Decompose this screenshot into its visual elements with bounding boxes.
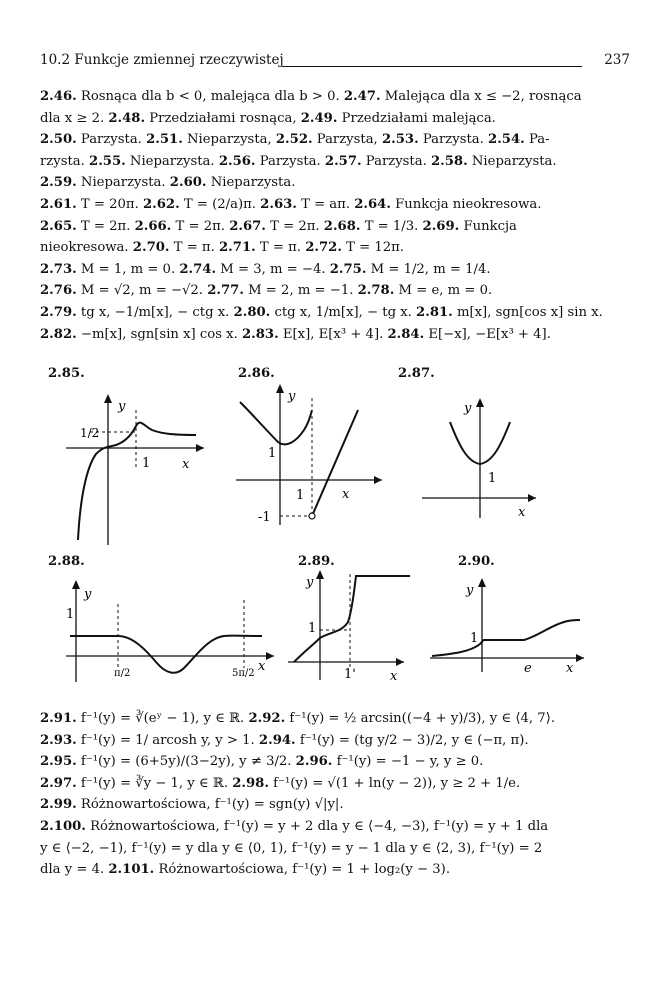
x-label: x bbox=[182, 457, 190, 472]
problem-number: 2.68. bbox=[323, 218, 361, 234]
problem-number: 2.84. bbox=[387, 326, 425, 342]
answer-line: 2.99. Różnowartościowa, f⁻¹(y) = sgn(y) √|y|. bbox=[40, 797, 344, 813]
y-axis-arrow bbox=[276, 384, 284, 393]
problem-number: 2.64. bbox=[354, 196, 391, 212]
answers-block-bottom bbox=[40, 708, 630, 881]
problem-number: 2.93. bbox=[40, 732, 77, 748]
answer-line: 2.50. Parzysta. 2.51. Nieparzysta, 2.52. Parzysta, 2.53. Parzysta. 2.54. Pa- bbox=[40, 132, 550, 148]
caption-2-88: 2.88. bbox=[48, 554, 85, 569]
problem-number: 2.59. bbox=[40, 175, 77, 191]
y-axis-arrow bbox=[104, 394, 112, 403]
problem-number: 2.81. bbox=[416, 304, 453, 320]
problem-number: 2.60. bbox=[169, 175, 207, 191]
answer-line: 2.97. f⁻¹(y) = ∛y − 1, y ∈ ℝ. 2.98. f⁻¹(y) = √(1 + ln(y − 2)), y ≥ 2 + 1/e. bbox=[40, 775, 521, 791]
problem-number: 2.79. bbox=[40, 304, 77, 320]
one-label: 1 bbox=[308, 621, 317, 636]
y-axis-arrow bbox=[316, 570, 324, 579]
function-curve bbox=[78, 423, 196, 540]
figure-2-87 bbox=[418, 392, 542, 522]
figure-2-88 bbox=[62, 576, 278, 686]
answer-line: dla x ≥ 2. 2.48. Przedziałami rosnąca, 2.49. Przedziałami malejąca. bbox=[40, 110, 496, 126]
y-axis-arrow bbox=[72, 580, 80, 589]
x-axis-arrow bbox=[266, 652, 274, 660]
problem-number: 2.73. bbox=[40, 261, 77, 277]
problem-number: 2.49. bbox=[300, 110, 338, 126]
one-prime-label: 1' bbox=[344, 667, 356, 682]
problem-number: 2.55. bbox=[89, 153, 126, 169]
problem-number: 2.65. bbox=[40, 218, 77, 234]
one-x-label: 1 bbox=[296, 488, 305, 503]
problem-number: 2.77. bbox=[207, 283, 244, 299]
problem-number: 2.69. bbox=[422, 218, 460, 234]
problem-number: 2.94. bbox=[258, 732, 296, 748]
answer-line: 2.93. f⁻¹(y) = 1/ arcosh y, y > 1. 2.94. f⁻¹(y) = (tg y/2 − 3)/2, y ∈ (−π, π). bbox=[40, 732, 529, 748]
e-label: e bbox=[524, 661, 532, 674]
caption-2-87: 2.87. bbox=[398, 366, 435, 381]
figure-2-89 bbox=[286, 566, 412, 684]
answer-line: 2.82. −m[x], sgn[sin x] cos x. 2.83. E[x], E[x³ + 4]. 2.84. E[−x], −E[x³ + 4]. bbox=[40, 326, 551, 342]
problem-number: 2.80. bbox=[233, 304, 271, 320]
problem-number: 2.66. bbox=[134, 218, 172, 234]
figure-2-86 bbox=[230, 380, 390, 530]
problem-number: 2.63. bbox=[260, 196, 297, 212]
answer-line: rzysta. 2.55. Nieparzysta. 2.56. Parzysta. 2.57. Parzysta. 2.58. Nieparzysta. bbox=[40, 153, 557, 169]
one-label: 1 bbox=[488, 471, 497, 486]
x-axis-arrow bbox=[374, 476, 382, 484]
problem-number: 2.58. bbox=[430, 153, 468, 169]
x-axis-arrow bbox=[528, 494, 536, 502]
answer-line: 2.61. T = 20π. 2.62. T = (2/a)π. 2.63. T = aπ. 2.64. Funkcja nieokresowa. bbox=[40, 196, 542, 212]
problem-number: 2.96. bbox=[295, 754, 333, 770]
figure-2-90 bbox=[428, 574, 588, 674]
pi-half-label: π/2 bbox=[114, 668, 131, 679]
problem-number: 2.76. bbox=[40, 283, 77, 299]
caption-2-90: 2.90. bbox=[458, 554, 495, 569]
problem-number: 2.82. bbox=[40, 326, 77, 342]
y-label: y bbox=[306, 575, 314, 590]
problem-number: 2.100. bbox=[40, 818, 86, 834]
answer-line: 2.46. Rosnąca dla b < 0, malejąca dla b > 0. 2.47. Malejąca dla x ≤ −2, rosnąca bbox=[40, 89, 582, 104]
answer-line: 2.73. M = 1, m = 0. 2.74. M = 3, m = −4. 2.75. M = 1/2, m = 1/4. bbox=[40, 261, 491, 277]
one-label: 1 bbox=[142, 456, 151, 471]
problem-number: 2.67. bbox=[229, 218, 266, 234]
x-label: x bbox=[518, 505, 526, 520]
function-curve bbox=[432, 620, 580, 656]
problem-number: 2.56. bbox=[218, 153, 256, 169]
problem-number: 2.98. bbox=[232, 775, 269, 791]
answer-line: 2.79. tg x, −1/m[x], − ctg x. 2.80. ctg x, 1/m[x], − tg x. 2.81. m[x], sgn[cos x] sin x. bbox=[40, 304, 603, 320]
y-label: y bbox=[466, 583, 474, 598]
problem-number: 2.53. bbox=[381, 132, 419, 148]
function-line-right bbox=[312, 410, 358, 516]
running-header bbox=[40, 52, 630, 72]
problem-number: 2.47. bbox=[343, 89, 381, 104]
half-label: 1/2 bbox=[80, 426, 100, 440]
x-label: x bbox=[566, 661, 574, 674]
page-number: 237 bbox=[604, 52, 630, 68]
y-label: y bbox=[84, 587, 92, 602]
problem-number: 2.74. bbox=[179, 261, 217, 277]
problem-number: 2.91. bbox=[40, 711, 77, 726]
y-axis-arrow bbox=[478, 578, 486, 587]
problem-number: 2.97. bbox=[40, 775, 77, 791]
one-label: 1 bbox=[268, 446, 277, 461]
problem-number: 2.50. bbox=[40, 132, 77, 148]
y-label: y bbox=[118, 399, 126, 414]
problem-number: 2.70. bbox=[132, 240, 170, 256]
problem-number: 2.48. bbox=[108, 110, 146, 126]
answer-line: 2.59. Nieparzysta. 2.60. Nieparzysta. bbox=[40, 175, 296, 191]
answer-line: dla y = 4. 2.101. Różnowartościowa, f⁻¹(y) = 1 + log₂(y − 3). bbox=[40, 862, 451, 878]
problem-number: 2.92. bbox=[248, 711, 286, 726]
x-label: x bbox=[390, 669, 398, 684]
problem-number: 2.61. bbox=[40, 196, 77, 212]
problem-number: 2.101. bbox=[108, 862, 155, 878]
problem-number: 2.57. bbox=[324, 153, 362, 169]
one-label: 1 bbox=[66, 607, 75, 622]
x-axis-arrow bbox=[396, 658, 404, 666]
y-label: y bbox=[464, 401, 472, 416]
minus-one-label: -1 bbox=[258, 510, 271, 525]
x-label: x bbox=[342, 487, 350, 502]
function-curve-left bbox=[240, 402, 312, 444]
problem-number: 2.99. bbox=[40, 797, 77, 813]
caption-2-86: 2.86. bbox=[238, 366, 275, 381]
x-label: x bbox=[258, 659, 266, 674]
problem-number: 2.78. bbox=[357, 283, 395, 299]
problem-number: 2.46. bbox=[40, 89, 77, 104]
answer-line: 2.76. M = √2, m = −√2. 2.77. M = 2, m = −1. 2.78. M = e, m = 0. bbox=[40, 283, 493, 299]
answer-line: y ∈ ⟨−2, −1), f⁻¹(y) = y dla y ∈ ⟨0, 1), f⁻¹(y) = y − 1 dla y ∈ ⟨2, 3), f⁻¹(y) = 2 bbox=[40, 840, 543, 856]
answers-block-top bbox=[40, 86, 630, 345]
answer-line: 2.95. f⁻¹(y) = (6+5y)/(3−2y), y ≠ 3/2. 2.96. f⁻¹(y) = −1 − y, y ≥ 0. bbox=[40, 754, 484, 770]
x-axis-arrow bbox=[196, 444, 204, 452]
section-title: 10.2 Funkcje zmiennej rzeczywistej bbox=[40, 52, 284, 68]
problem-number: 2.71. bbox=[219, 240, 256, 256]
header-rule bbox=[282, 66, 582, 67]
answer-line: 2.91. f⁻¹(y) = ∛(eʸ − 1), y ∈ ℝ. 2.92. f⁻¹(y) = ½ arcsin((−4 + y)/3), y ∈ ⟨4, 7⟩. bbox=[40, 711, 556, 726]
x-axis-arrow bbox=[576, 654, 584, 662]
y-label: y bbox=[288, 389, 296, 404]
answer-line: nieokresowa. 2.70. T = π. 2.71. T = π. 2.72. T = 12π. bbox=[40, 240, 404, 256]
caption-2-89: 2.89. bbox=[298, 554, 335, 569]
problem-number: 2.75. bbox=[329, 261, 367, 277]
problem-number: 2.51. bbox=[146, 132, 183, 148]
five-pi-half-label: 5π/2 bbox=[232, 668, 255, 679]
problem-number: 2.95. bbox=[40, 754, 77, 770]
open-point bbox=[309, 513, 315, 519]
answer-line: 2.65. T = 2π. 2.66. T = 2π. 2.67. T = 2π. 2.68. T = 1/3. 2.69. Funkcja bbox=[40, 218, 517, 234]
figure-2-85 bbox=[56, 390, 206, 550]
problem-number: 2.72. bbox=[305, 240, 342, 256]
problem-number: 2.62. bbox=[142, 196, 180, 212]
problem-number: 2.52. bbox=[275, 132, 313, 148]
y-axis-arrow bbox=[476, 398, 484, 407]
problem-number: 2.54. bbox=[488, 132, 525, 148]
caption-2-85: 2.85. bbox=[48, 366, 85, 381]
answer-line: 2.100. Różnowartościowa, f⁻¹(y) = y + 2 dla y ∈ ⟨−4, −3), f⁻¹(y) = y + 1 dla bbox=[40, 818, 549, 834]
one-label: 1 bbox=[470, 631, 479, 646]
problem-number: 2.83. bbox=[241, 326, 279, 342]
